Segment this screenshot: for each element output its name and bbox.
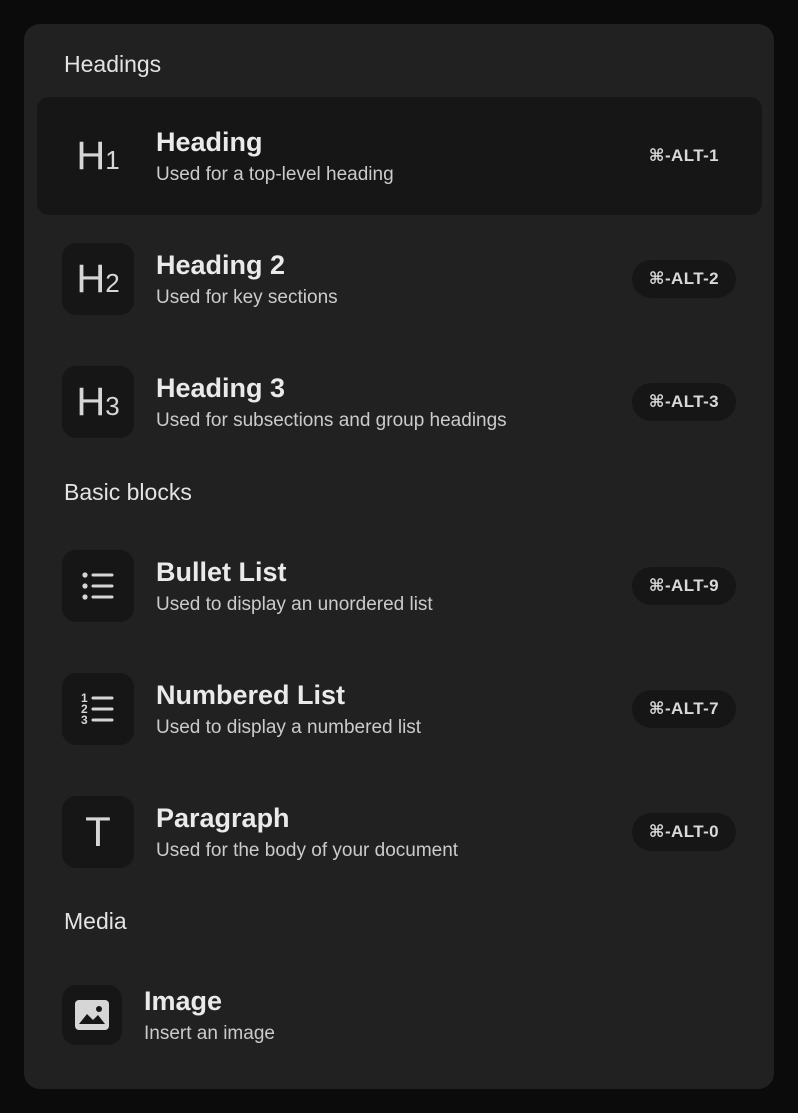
shortcut-badge: ⌘-ALT-1 bbox=[632, 137, 736, 175]
item-description: Used for key sections bbox=[156, 287, 338, 309]
svg-text:1: 1 bbox=[81, 691, 88, 705]
menu-item-paragraph[interactable] bbox=[37, 773, 762, 891]
paragraph-icon: T bbox=[62, 796, 134, 868]
item-title: Heading 2 bbox=[156, 249, 286, 280]
menu-item-bullet-list[interactable] bbox=[37, 527, 762, 645]
item-description: Used for the body of your document bbox=[156, 840, 459, 862]
item-title: Numbered List bbox=[156, 679, 346, 710]
section-basic-blocks bbox=[24, 478, 774, 891]
shortcut-badge: ⌘-ALT-9 bbox=[632, 567, 736, 605]
heading-2-icon: H2 bbox=[62, 243, 134, 315]
section-headings bbox=[24, 50, 774, 461]
shortcut-badge: ⌘-ALT-0 bbox=[632, 813, 736, 851]
item-description: Used for a top-level heading bbox=[156, 164, 394, 186]
image-icon bbox=[62, 985, 122, 1045]
section-label-headings: Headings bbox=[64, 51, 162, 77]
item-description: Used to display a numbered list bbox=[156, 717, 422, 739]
menu-item-heading-2[interactable] bbox=[37, 220, 762, 338]
item-title: Heading 3 bbox=[156, 372, 286, 403]
section-media bbox=[24, 907, 774, 1074]
menu-item-image[interactable] bbox=[37, 956, 762, 1074]
svg-text:2: 2 bbox=[81, 702, 88, 716]
menu-item-heading-3[interactable] bbox=[37, 343, 762, 461]
block-insert-menu bbox=[24, 24, 774, 1089]
section-label-basic-blocks: Basic blocks bbox=[64, 479, 192, 505]
item-description: Insert an image bbox=[144, 1023, 275, 1045]
heading-3-icon: H3 bbox=[62, 366, 134, 438]
section-label-media: Media bbox=[64, 908, 127, 934]
menu-item-heading-1[interactable] bbox=[37, 97, 762, 215]
numbered-list-icon bbox=[62, 673, 134, 745]
item-title: Bullet List bbox=[156, 556, 287, 587]
bullet-list-icon bbox=[62, 550, 134, 622]
shortcut-badge: ⌘-ALT-7 bbox=[632, 690, 736, 728]
item-title: Image bbox=[144, 985, 223, 1016]
heading-1-icon: H1 bbox=[62, 120, 134, 192]
item-description: Used for subsections and group headings bbox=[156, 410, 507, 432]
svg-text:3: 3 bbox=[81, 713, 88, 727]
item-description: Used to display an unordered list bbox=[156, 594, 433, 616]
item-title: Heading bbox=[156, 126, 263, 157]
item-title: Paragraph bbox=[156, 802, 290, 833]
shortcut-badge: ⌘-ALT-2 bbox=[632, 260, 736, 298]
menu-item-numbered-list[interactable] bbox=[37, 650, 762, 768]
shortcut-badge: ⌘-ALT-3 bbox=[632, 383, 736, 421]
